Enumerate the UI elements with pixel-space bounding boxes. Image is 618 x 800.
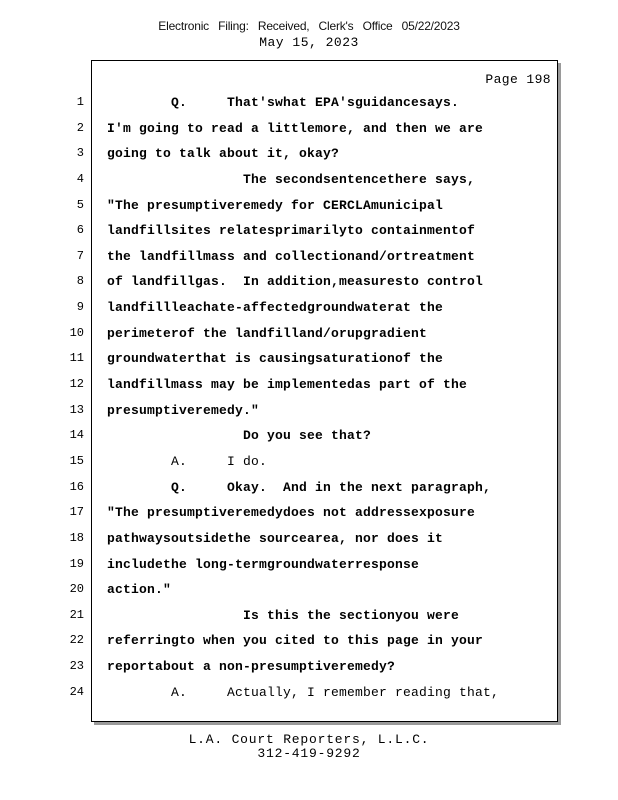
- filing-stamp: Electronic Filing: Received, Clerk's Office 05/22/2023: [158, 19, 460, 33]
- line-number: 3: [76, 146, 84, 161]
- transcript-line: "The presumptiveremedy for CERCLAmunicipal: [107, 197, 444, 213]
- transcript-line: I'm going to read a littlemore, and then we are: [107, 120, 484, 136]
- transcript-line: landfillsites relatesprimarilyto containmentof: [107, 223, 476, 239]
- line-number: 7: [76, 248, 84, 263]
- line-number: 10: [69, 325, 84, 340]
- transcript-line: referringto when you cited to this page in your: [107, 633, 484, 649]
- transcript-line: Is this the sectionyou were: [107, 607, 460, 623]
- transcript-line: going to talk about it, okay?: [107, 146, 340, 162]
- transcript-line: the landfillmass and collectionand/ortreatment: [107, 248, 476, 264]
- line-number: 1: [76, 95, 84, 109]
- transcript-line: reportabout a non-presumptiveremedy?: [107, 659, 396, 675]
- reporter-company: L.A. Court Reporters, L.L.C.: [188, 732, 430, 747]
- line-number: 2: [76, 120, 84, 135]
- reporter-phone: 312-419-9292: [257, 746, 361, 761]
- transcript-line: The secondsentencethere says,: [107, 171, 476, 187]
- transcript-line: includethe long-termgroundwaterresponse: [107, 556, 420, 572]
- transcript-line: presumptiveremedy.": [107, 402, 260, 418]
- page-number: Page 198: [485, 72, 551, 87]
- transcript-line: Q. Okay. And in the next paragraph,: [107, 479, 492, 495]
- line-number: 6: [76, 223, 84, 238]
- line-number: 9: [76, 300, 84, 315]
- line-number: 19: [69, 556, 84, 571]
- transcript-line: perimeterof the landfilland/orupgradient: [107, 325, 428, 341]
- transcript-line: A. Actually, I remember reading that,: [107, 684, 500, 700]
- transcript-line: of landfillgas. In addition,measuresto control: [107, 274, 484, 290]
- transcript-line: Q. That'swhat EPA'sguidancesays.: [107, 95, 460, 110]
- line-number: 16: [69, 479, 84, 494]
- line-number: 4: [76, 171, 84, 186]
- line-number: 14: [69, 428, 84, 443]
- line-number: 12: [69, 377, 84, 392]
- transcript-line: "The presumptiveremedydoes not addressexposure: [107, 505, 476, 521]
- transcript-line: landfillmass may be implementedas part of the: [107, 377, 468, 393]
- line-number: 8: [76, 274, 84, 289]
- line-number: 15: [69, 453, 84, 468]
- line-number: 24: [69, 684, 84, 699]
- line-number: 22: [69, 633, 84, 648]
- transcript-text: [107, 94, 552, 709]
- line-number: 23: [69, 659, 84, 674]
- transcript-line: action.": [107, 582, 172, 598]
- line-number: 11: [69, 351, 84, 366]
- line-number: 5: [76, 197, 84, 212]
- transcript-line: landfillleachate-affectedgroundwaterat the: [107, 300, 444, 316]
- line-number-column: [60, 94, 84, 709]
- line-number: 21: [69, 607, 84, 622]
- line-number: 20: [69, 582, 84, 597]
- line-number: 17: [69, 505, 84, 520]
- transcript-line: groundwaterthat is causingsaturationof the: [107, 351, 444, 367]
- transcript-line: A. I do.: [107, 453, 268, 469]
- line-number: 18: [69, 530, 84, 545]
- transcript-line: Do you see that?: [107, 428, 372, 444]
- deposition-date: May 15, 2023: [259, 35, 359, 50]
- transcript-line: pathwaysoutsidethe sourcearea, nor does it: [107, 530, 444, 546]
- footer: [0, 733, 618, 761]
- line-number: 13: [69, 402, 84, 417]
